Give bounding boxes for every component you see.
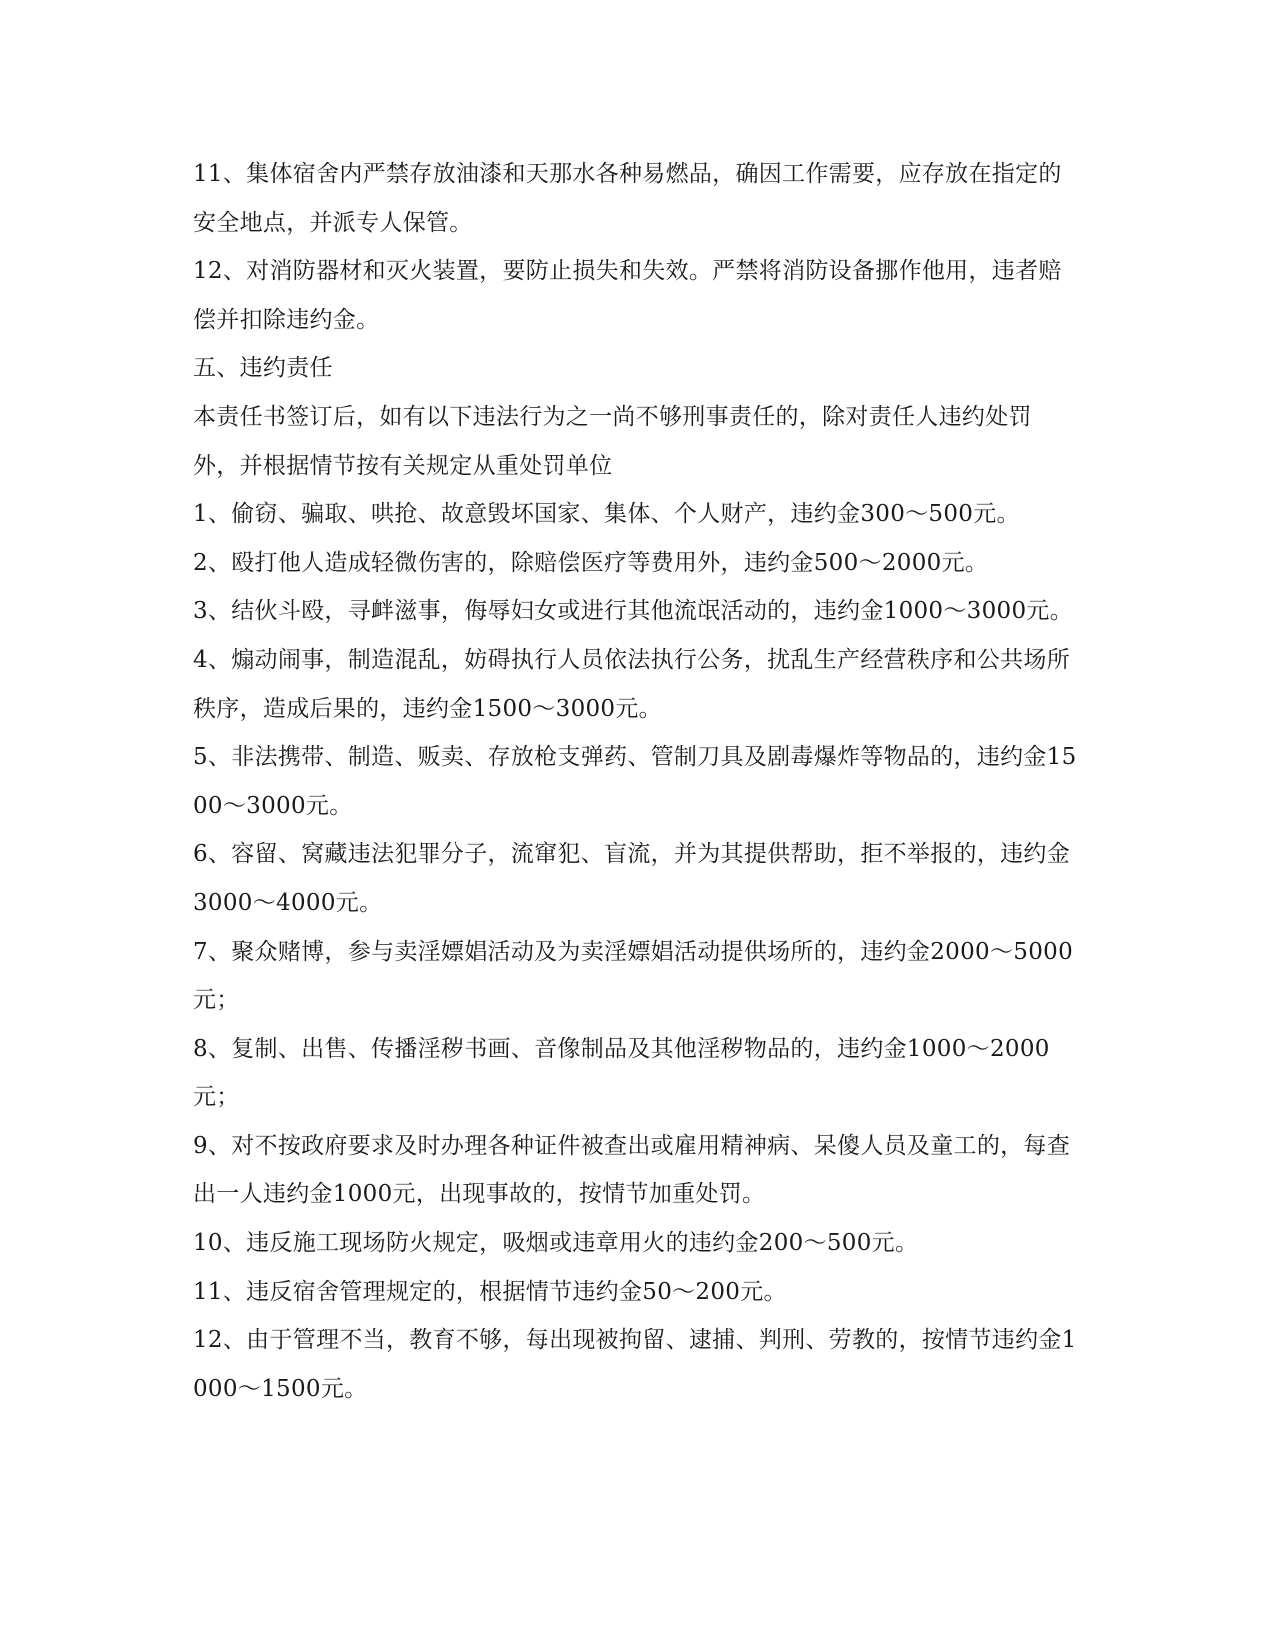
penalty-item-7: 7、聚众赌博，参与卖淫嫖娼活动及为卖淫嫖娼活动提供场所的，违约金2000～5000元； bbox=[193, 938, 1073, 1014]
penalty-item-12: 12、由于管理不当，教育不够，每出现被拘留、逮捕、判刑、劳教的，按情节违约金1000～1500元。 bbox=[193, 1327, 1077, 1402]
penalty-item-6: 6、容留、窝藏违法犯罪分子，流窜犯、盲流，并为其提供帮助，拒不举报的，违约金3000～4000元。 bbox=[193, 841, 1071, 916]
penalty-item-11: 11、违反宿舍管理规定的，根据情节违约金50～200元。 bbox=[193, 1278, 787, 1305]
rule-12-paragraph: 12、对消防器材和灭火装置，要防止损失和失效。严禁将消防设备挪作他用，违者赔偿并扣除违约金。 bbox=[193, 258, 1062, 333]
penalty-item-1: 1、偷窃、骗取、哄抢、故意毁坏国家、集体、个人财产，违约金300～500元。 bbox=[193, 501, 1020, 528]
document-body bbox=[193, 150, 1078, 1413]
rule-11-paragraph: 11、集体宿舍内严禁存放油漆和天那水各种易燃品，确因工作需要，应存放在指定的安全地点，并派专人保管。 bbox=[193, 161, 1062, 236]
penalty-item-4: 4、煽动闹事，制造混乱，妨碍执行人员依法执行公务，扰乱生产经营秩序和公共场所秩序，造成后果的，违约金1500～3000元。 bbox=[193, 646, 1071, 722]
section-heading: 五、违约责任 bbox=[193, 355, 333, 382]
penalty-item-9: 9、对不按政府要求及时办理各种证件被查出或雇用精神病、呆傻人员及童工的，每查出一人违约金1000元，出现事故的，按情节加重处罚。 bbox=[193, 1132, 1071, 1208]
penalty-item-10: 10、违反施工现场防火规定，吸烟或违章用火的违约金200～500元。 bbox=[193, 1230, 919, 1257]
penalty-item-3: 3、结伙斗殴，寻衅滋事，侮辱妇女或进行其他流氓活动的，违约金1000～3000元。 bbox=[193, 598, 1073, 625]
penalty-item-5: 5、非法携带、制造、贩卖、存放枪支弹药、管制刀具及剧毒爆炸等物品的，违约金1500～3000元。 bbox=[193, 744, 1077, 819]
penalty-item-8: 8、复制、出售、传播淫秽书画、音像制品及其他淫秽物品的，违约金1000～2000元； bbox=[193, 1035, 1050, 1111]
penalty-item-2: 2、殴打他人造成轻微伤害的，除赔偿医疗等费用外，违约金500～2000元。 bbox=[193, 549, 989, 576]
section-intro-paragraph: 本责任书签订后，如有以下违法行为之一尚不够刑事责任的，除对责任人违约处罚外，并根据情节按有关规定从重处罚单位 bbox=[193, 403, 1032, 479]
